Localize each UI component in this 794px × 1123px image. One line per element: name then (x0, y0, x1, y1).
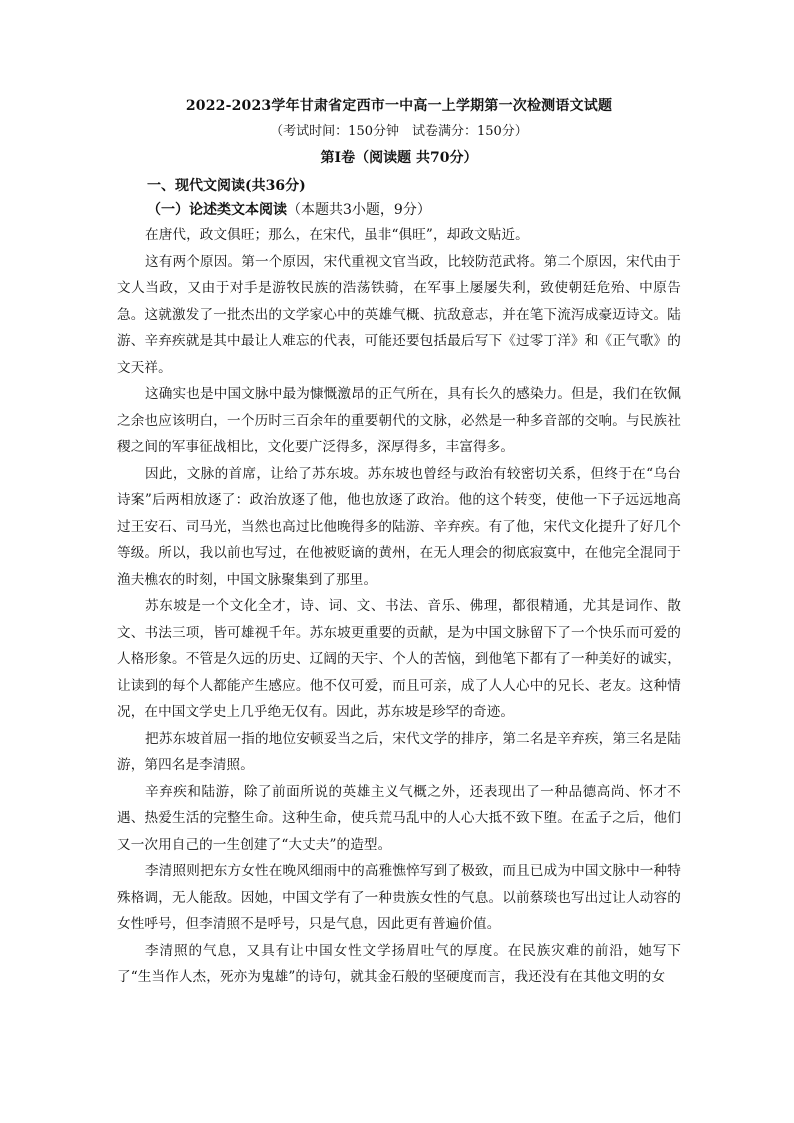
paragraph: 李清照的气息，又具有让中国女性文学扬眉吐气的厚度。在民族灾难的前沿，她写下了“生当作人杰，死亦为鬼雄”的诗句，就其金石般的坚硬度而言，我还没有在其他文明的女 (117, 942, 681, 985)
paragraph: 这确实也是中国文脉中最为慷慨激昂的正气所在，具有长久的感染力。但是，我们在钦佩之余也应该明白，一个历时三百余年的重要朝代的文脉，必然是一种多音部的交响。与民族社稷之间的军事征战相比，文化要广泛得多，深厚得多，丰富得多。 (117, 386, 681, 455)
paragraph: 苏东坡是一个文化全才，诗、词、文、书法、音乐、佛理，都很精通，尤其是词作、散文、书法三项，皆可雄视千年。苏东坡更重要的贡献，是为中国文脉留下了一个快乐而可爱的人格形象。不管是久远的历史、辽阔的天宇、个人的苦恼，到他笔下都有了一种美好的诚实，让读到的每个人都能产生感应。他不仅可爱，而且可亲，成了人人心中的兄长、老友。这种情况，在中国文学史上几乎绝无仅有。因此，苏东坡是珍罕的奇迹。 (117, 598, 681, 720)
part-title: 第Ⅰ卷（阅读题 共70分） (320, 150, 478, 166)
exam-title: 2022-2023学年甘肃省定西市一中高一上学期第一次检测语文试题 (185, 98, 613, 114)
paragraph: 辛弃疾和陆游，除了前面所说的英雄主义气概之外，还表现出了一种品德高尚、怀才不遇、热爱生活的完整生命。这种生命，使兵荒马乱中的人心大抵不致下堕。在孟子之后，他们又一次用自己的一生创建了“大丈夫”的造型。 (117, 783, 681, 853)
subsection-heading (117, 198, 681, 222)
exam-subtitle: （考试时间：150分钟 试卷满分：150分） (270, 124, 528, 139)
section-heading: 一、现代文阅读(共36分) (147, 178, 306, 194)
paragraph: 李清照则把东方女性在晚风细雨中的高雅憔悴写到了极致，而且已成为中国文脉中一种特殊格调，无人能敌。因她，中国文学有了一种贵族女性的气息。以前蔡琰也写出过让人动容的女性呼号，但李清照不是呼号，只是气息，因此更有普遍价值。 (117, 863, 681, 932)
paragraph: 这有两个原因。第一个原因，宋代重视文官当政，比较防范武将。第二个原因，宋代由于文人当政，又由于对手是游牧民族的浩荡铁骑，在军事上屡屡失利，致使朝廷危殆、中原告急。这就激发了一批杰出的文学家心中的英雄气概、抗敌意志，并在笔下流泻成豪迈诗文。陆游、辛弃疾就是其中最让人难忘的代表，可能还要包括最后写下《过零丁洋》和《正气歌》的文天祥。 (117, 253, 681, 376)
paragraph: 因此，文脉的首席，让给了苏东坡。苏东坡也曾经与政治有较密切关系，但终于在“乌台诗案”后两相放逐了：政治放逐了他，他也放逐了政治。他的这个转变，使他一下子远远地高过王安石、司马光，当然也高过比他晚得多的陆游、辛弃疾。有了他，宋代文化提升了好几个等级。所以，我以前也写过，在他被贬谪的黄州，在无人理会的彻底寂寞中，在他完全混同于渔夫樵农的时刻，中国文脉聚集到了那里。 (117, 465, 681, 588)
paragraph: 把苏东坡首屈一指的地位安顿妥当之后，宋代文学的排序，第二名是辛弃疾，第三名是陆游，第四名是李清照。 (117, 730, 681, 773)
subsection-note: （本题共3小题，9分） (287, 202, 431, 218)
subsection-title: （一）论述类文本阅读 (147, 202, 287, 218)
exam-page (117, 96, 681, 991)
paragraph: 在唐代，政文俱旺；那么，在宋代，虽非“俱旺”，却政文贴近。 (145, 227, 529, 243)
